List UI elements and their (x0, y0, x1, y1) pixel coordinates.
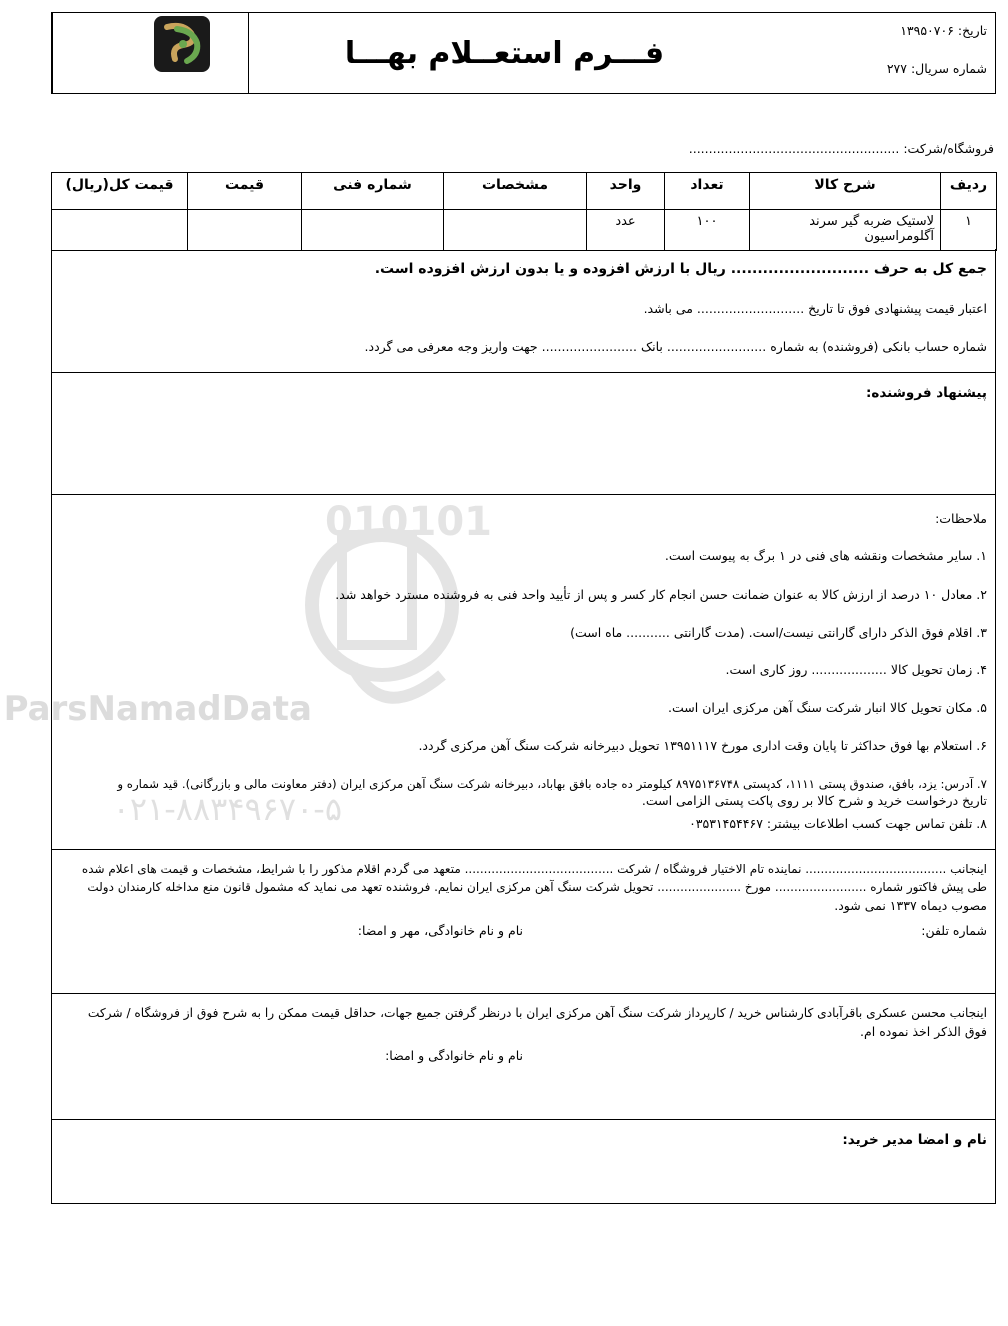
seller-decl-line3: مصوب دیماه ۱۳۳۷ نمی شود. (834, 898, 987, 913)
note-item: ۴. زمان تحویل کالا ................... روز کاری است. (725, 662, 987, 677)
manager-sign-label[interactable]: نام و امضا مدیر خرید: (842, 1132, 987, 1148)
col-price: قیمت (188, 173, 302, 210)
seller-phone-label[interactable]: شماره تلفن: (921, 923, 987, 938)
watermark-brand: ParsNamadData (3, 689, 312, 729)
seller-declaration-section (51, 849, 996, 994)
cell-unit: عدد (587, 210, 665, 251)
note-item: ۷. آدرس: یزد، بافق، صندوق پستی ۱۱۱۱، کدپستی ۸۹۷۵۱۳۶۷۴۸ کیلومتر ده جاده بافق بهاباد، دبیرخانه شرکت سنگ آهن مرکزی ایران (دفتر معاونت مالی و بازرگانی). قید شماره و (117, 777, 987, 791)
table-header-row (52, 173, 997, 210)
offer-label: پیشنهاد فروشنده: (865, 385, 987, 401)
cell-spec[interactable] (444, 210, 587, 251)
buyer-declaration-section (51, 993, 996, 1120)
watermark-phone: ۰۲۱-۸۸۳۴۹۶۷۰-۵ (112, 790, 342, 828)
cell-description: لاستیک ضربه گیر سرند آگلومراسیون (750, 210, 941, 251)
bank-account: شماره حساب بانکی (فروشنده) به شماره ......................... بانک ........................ جهت واریز وجه معرفی می گردد. (364, 339, 987, 354)
serial-value: ۲۷۷ (886, 61, 907, 76)
seller-decl-line2: طی پیش فاکتور شماره ........................ مورخ ...................... تحویل شرکت سنگ آهن مرکزی ایران نمایم. فروشنده تعهد می نماید که مشمول قانون منع مداخله کارمندان دولت (87, 880, 987, 894)
cell-price[interactable] (188, 210, 302, 251)
table-row (52, 210, 997, 251)
note-item: تاریخ درخواست خرید و شرح کالا بر روی پاکت پستی الزامی است. (641, 793, 987, 808)
date-line (900, 23, 987, 38)
note-item: ۸. تلفن تماس جهت کسب اطلاعات بیشتر: ۰۳۵۳۱۴۵۴۴۶۷ (689, 816, 987, 831)
note-item: ۲. معادل ۱۰ درصد از ارزش کالا به عنوان ضمانت حسن انجام کار کسر و پس از تأیید واحد فنی به فروشنده مسترد خواهد شد. (335, 587, 987, 602)
seller-decl-line1: اینجانب ..................................... نماینده تام الاختیار فروشگاه / شرکت ....................................... متعهد می گردم اقلام مذکور را با شرایط، مشخصات و قیمت های اعلام شده (81, 862, 987, 876)
date-label: تاریخ: (957, 23, 987, 38)
company-logo-icon (153, 15, 211, 73)
price-validity: اعتبار قیمت پیشنهادی فوق تا تاریخ ........................... می باشد. (643, 301, 987, 316)
cell-tech-no[interactable] (302, 210, 444, 251)
cell-total[interactable] (52, 210, 188, 251)
note-item: ۵. مکان تحویل کالا انبار شرکت سنگ آهن مرکزی ایران است. (668, 700, 987, 715)
items-table (51, 172, 997, 251)
buyer-sign-label[interactable]: نام و نام خانوادگی و امضا: (385, 1048, 523, 1063)
meta-cell (760, 13, 995, 93)
note-item: ۶. استعلام بها فوق حداکثر تا پایان وقت اداری مورخ ۱۳۹۵۱۱۱۷ تحویل دبیرخانه شرکت سنگ آهن مرکزی گردد. (418, 738, 987, 753)
note-item: ۱. سایر مشخصات ونقشه های فنی در ۱ برگ به پیوست است. (664, 548, 987, 563)
shop-dots[interactable]: ..................................................... (688, 141, 900, 156)
logo-cell (52, 13, 248, 93)
col-spec: مشخصات (444, 173, 587, 210)
col-unit: واحد (587, 173, 665, 210)
watermark-digits: 010101 (325, 499, 492, 545)
serial-line (887, 61, 987, 76)
totals-section (51, 249, 996, 373)
col-index: ردیف (941, 173, 997, 210)
col-total: قیمت کل(ریال) (52, 173, 188, 210)
shop-line (689, 141, 994, 156)
col-qty: تعداد (665, 173, 750, 210)
shop-label: فروشگاه/شرکت: (903, 141, 994, 156)
form-header (51, 12, 996, 94)
col-tech-no: شماره فنی (302, 173, 444, 210)
seller-sign-label[interactable]: نام و نام خانوادگی، مهر و امضا: (357, 923, 523, 938)
date-value: ۱۳۹۵۰۷۰۶ (900, 23, 954, 38)
total-in-words: جمع کل به حرف .......................... ریال با ارزش افزوده و یا بدون ارزش افزوده است. (374, 261, 987, 277)
buyer-decl-line2: فوق الذکر اخذ نموده ام. (860, 1024, 987, 1039)
seller-offer-section (51, 372, 996, 495)
notes-label: ملاحظات: (935, 511, 987, 526)
title-cell (248, 13, 760, 93)
serial-label: شماره سریال: (910, 61, 987, 76)
cell-index: ۱ (941, 210, 997, 251)
notes-section (3, 494, 996, 850)
cell-qty: ۱۰۰ (665, 210, 750, 251)
col-description: شرح کالا (750, 173, 941, 210)
buyer-decl-line1: اینجانب محسن عسکری باقرآبادی کارشناس خرید / کارپرداز شرکت سنگ آهن مرکزی ایران با درنظر گرفتن جمیع جهات، حداقل قیمت ممکن را به شرح فوق از فروشگاه / شرکت (87, 1006, 987, 1020)
purchase-manager-section (51, 1119, 996, 1204)
note-item: ۳. اقلام فوق الذکر دارای گارانتی نیست/است. (مدت گارانتی ........... ماه است) (570, 625, 987, 640)
form-title: فـــرم استعــلام بهـــا (344, 35, 665, 71)
